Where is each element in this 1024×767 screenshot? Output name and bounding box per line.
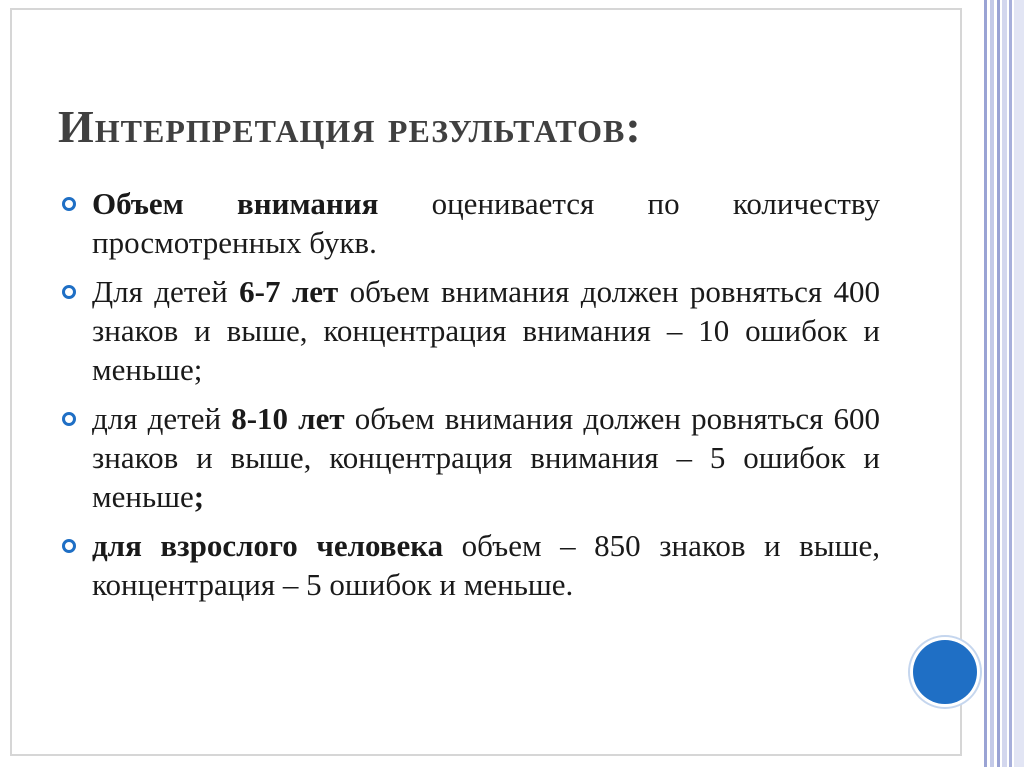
bullet-text: оценивается по количеству просмотренных букв.: [92, 186, 880, 260]
bullet-text: объем внимания должен ровняться 600 знаков и выше, концентрация внимания – 5 ошибок и меньше: [92, 401, 880, 514]
stripe: [997, 0, 1000, 767]
bullet-bold: 6-7 лет: [239, 274, 339, 309]
bullet-post: ;: [193, 479, 205, 514]
slide-title: Интерпретация результатов:: [58, 101, 642, 152]
ring-bullet-icon: [62, 197, 76, 211]
blue-circle-icon: [913, 640, 977, 704]
bullet-text: объем внимания должен ровняться 400 знаков и выше, концентрация внимания – 10 ошибок и меньше;: [92, 274, 880, 387]
stripe: [1002, 0, 1007, 767]
bullet-bold: 8-10 лет: [231, 401, 345, 436]
bullet-bold: Объем внимания: [92, 186, 379, 221]
bullet-item-children-6-7: [62, 272, 880, 389]
bullet-pre: Для детей: [92, 274, 240, 309]
stripe: [1009, 0, 1012, 767]
bullet-item-adult: [62, 526, 880, 604]
stripe: [984, 0, 987, 767]
stripe: [990, 0, 994, 767]
ring-bullet-icon: [62, 412, 76, 426]
bullet-bold: для взрослого человека: [92, 528, 444, 563]
stripe: [1014, 0, 1024, 767]
ring-bullet-icon: [62, 539, 76, 553]
bullet-list: [62, 184, 880, 614]
decorative-stripes: [984, 0, 1024, 767]
bullet-item-children-8-10: [62, 399, 880, 516]
ring-bullet-icon: [62, 285, 76, 299]
bullet-pre: для детей: [92, 401, 232, 436]
bullet-text: объем – 850 знаков и выше, концентрация – 5 ошибок и меньше.: [92, 528, 880, 602]
bullet-item-attention-volume: [62, 184, 880, 262]
